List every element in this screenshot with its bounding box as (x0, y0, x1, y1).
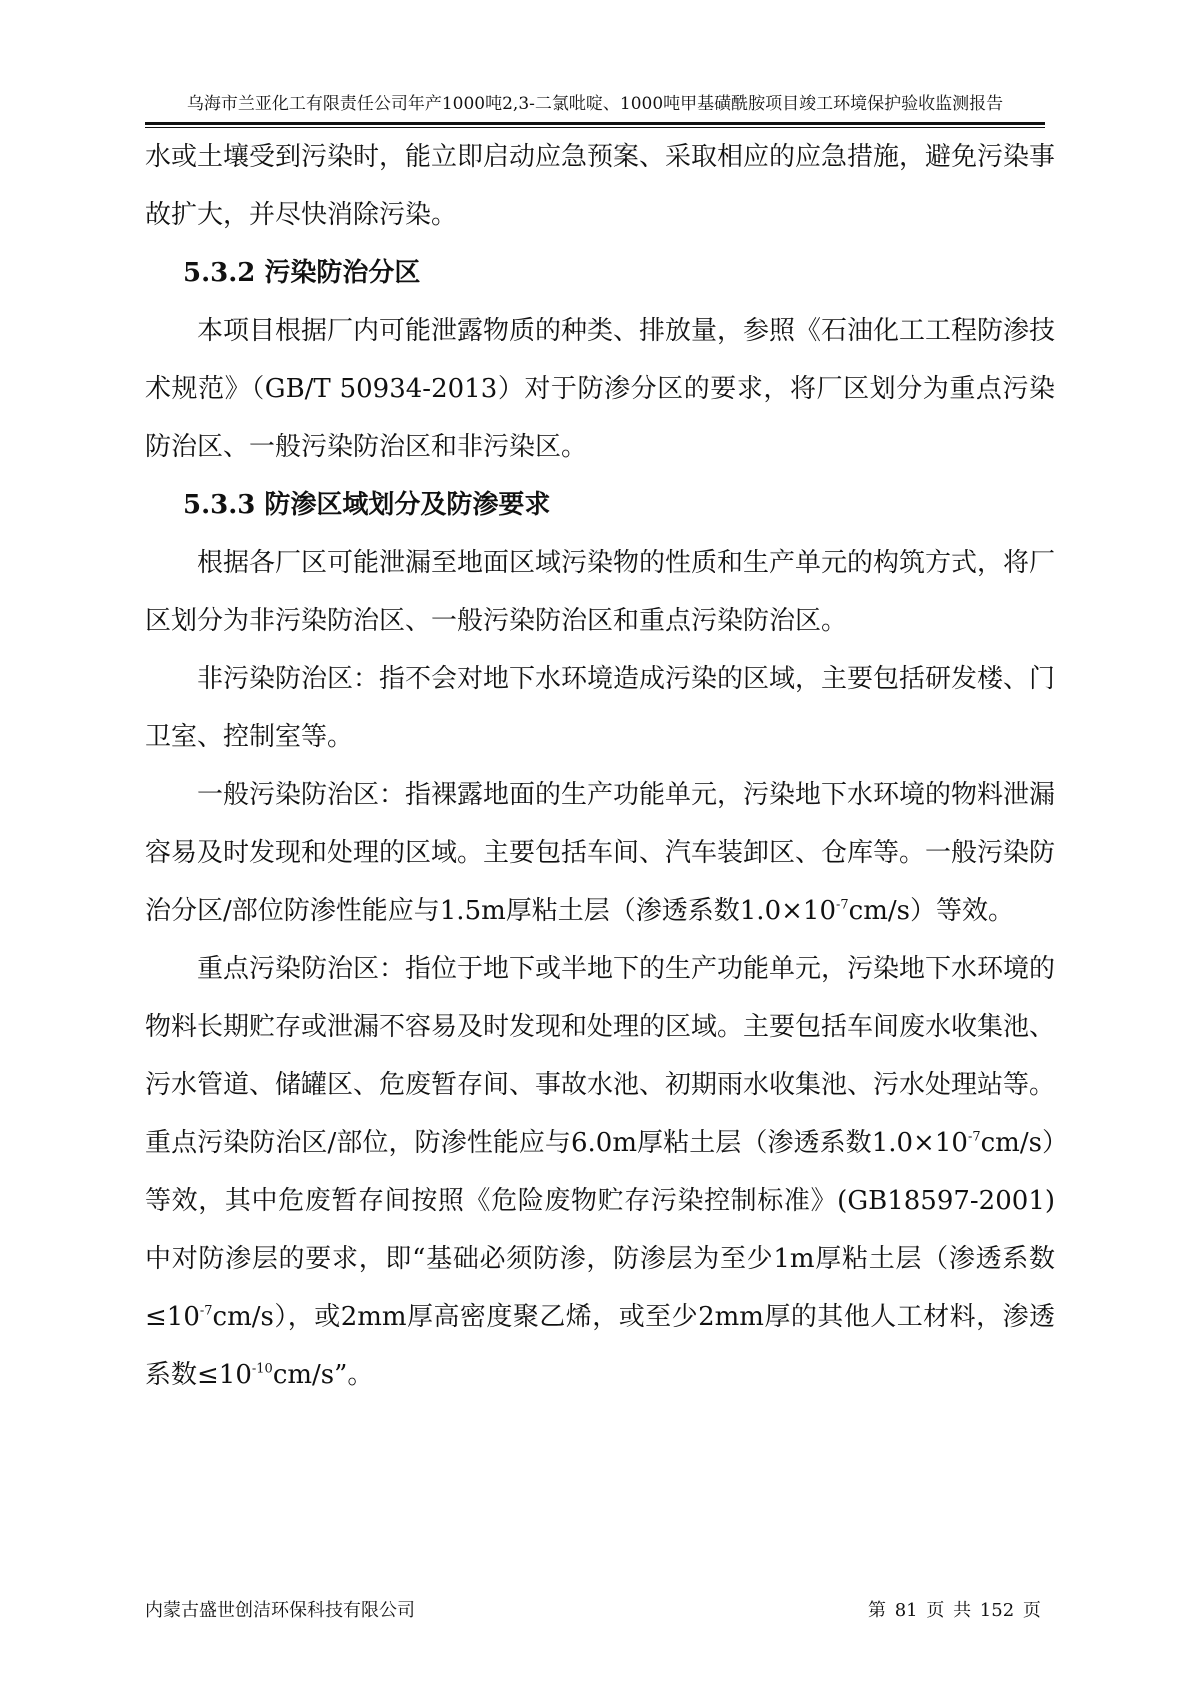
paragraph-key-zone (145, 940, 1055, 1404)
exponent: -10 (251, 1361, 273, 1377)
exponent: -7 (835, 897, 849, 913)
footer-page-number: 第 81 页 共 152 页 (868, 1600, 1041, 1621)
document-body (145, 128, 1055, 1404)
key-zone-text-4: cm/s”。 (272, 1360, 374, 1390)
paragraph-zoning-intro: 根据各厂区可能泄漏至地面区域污染物的性质和生产单元的构筑方式，将厂区划分为非污染防治区、一般污染防治区和重点污染防治区。 (145, 548, 1056, 636)
page-header-title: 乌海市兰亚化工有限责任公司年产1000吨2,3-二氯吡啶、1000吨甲基磺酰胺项目竣工环境保护验收监测报告 (186, 94, 1004, 114)
paragraph-5-3-2: 本项目根据厂内可能泄露物质的种类、排放量，参照《石油化工工程防渗技术规范》（GB/T 50934-2013）对于防渗分区的要求，将厂区划分为重点污染防治区、一般污染防治区和非污染区。 (145, 316, 1056, 462)
continued-paragraph: 水或土壤受到污染时，能立即启动应急预案、采取相应的应急措施，避免污染事故扩大，并尽快消除污染。 (145, 142, 1056, 230)
section-heading-5-3-2: 5.3.2 污染防治分区 (183, 258, 421, 288)
header-rule-thick (145, 122, 1045, 125)
key-zone-text-1: 重点污染防治区：指位于地下或半地下的生产功能单元，污染地下水环境的物料长期贮存或泄漏不容易及时发现和处理的区域。主要包括车间废水收集池、污水管道、储罐区、危废暂存间、事故水池、初期雨水收集池、污水处理站等。重点污染防治区/部位，防渗性能应与6.0m厚粘土层（渗透系数1.0×10 (145, 954, 1056, 1158)
general-zone-text-1: 一般污染防治区：指裸露地面的生产功能单元，污染地下水环境的物料泄漏容易及时发现和处理的区域。主要包括车间、汽车装卸区、仓库等。一般污染防治分区/部位防渗性能应与1.5m厚粘土层（渗透系数1.0×10 (145, 780, 1056, 926)
section-heading-5-3-3: 5.3.3 防渗区域划分及防渗要求 (183, 490, 551, 520)
general-zone-text-2: cm/s）等效。 (848, 896, 1014, 926)
key-zone-text-3: cm/s），或2mm厚高密度聚乙烯，或至少2mm厚的其他人工材料，渗透系数≤10 (145, 1302, 1055, 1390)
exponent: -7 (199, 1303, 213, 1319)
paragraph-general-zone (145, 766, 1055, 940)
footer-company: 内蒙古盛世创洁环保科技有限公司 (145, 1600, 415, 1621)
paragraph-non-pollution-zone: 非污染防治区：指不会对地下水环境造成污染的区域，主要包括研发楼、门卫室、控制室等。 (145, 664, 1056, 752)
exponent: -7 (967, 1129, 981, 1145)
key-zone-text-2: cm/s）等效，其中危废暂存间按照《危险废物贮存污染控制标准》(GB18597-2001)中对防渗层的要求，即“基础必须防渗，防渗层为至少1m厚粘土层（渗透系数≤10 (145, 1128, 1056, 1332)
